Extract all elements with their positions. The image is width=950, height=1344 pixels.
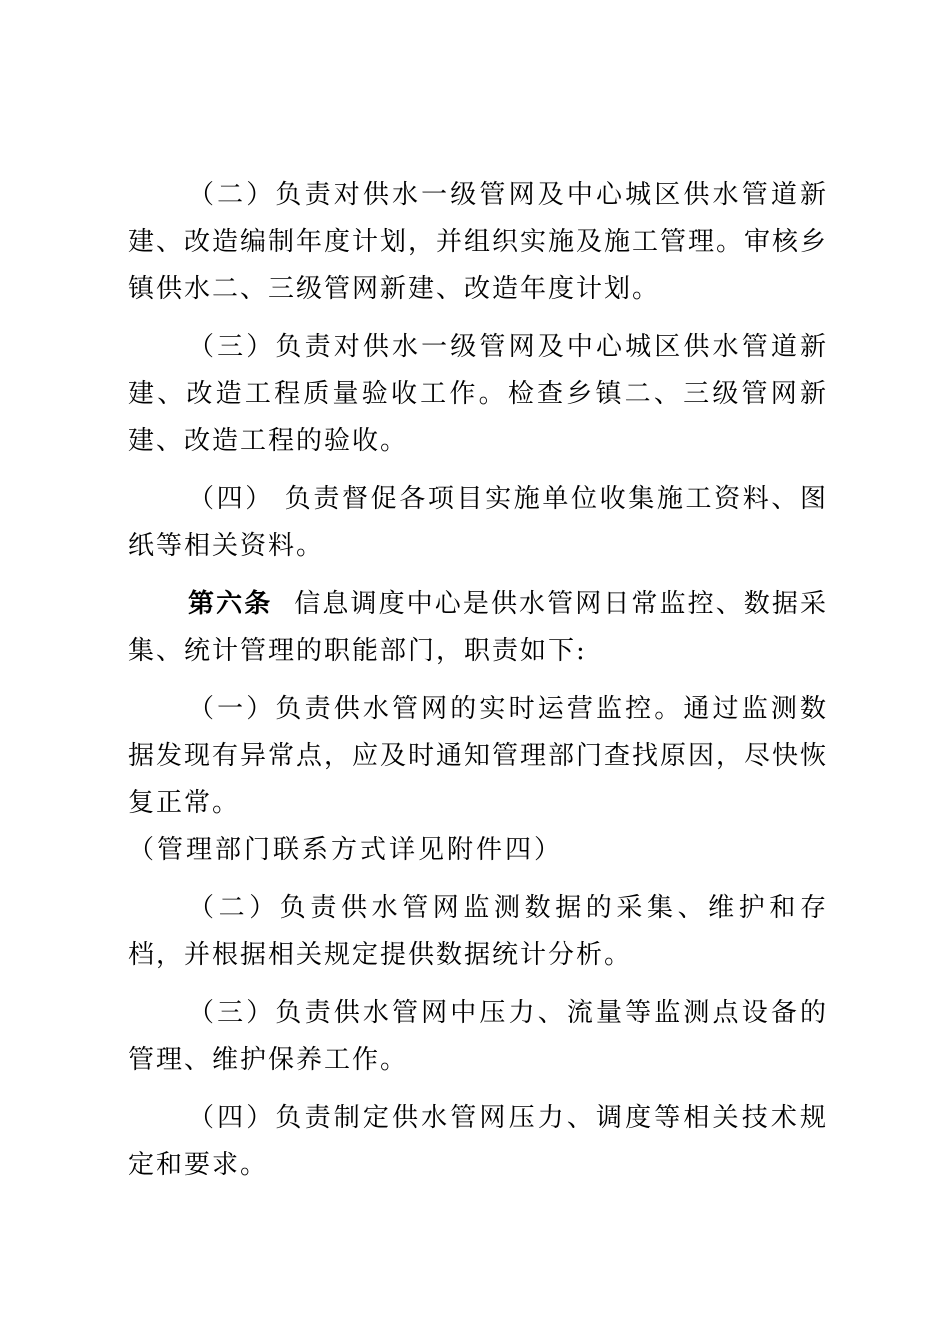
paragraph-item-2: （二）负责对供水一级管网及中心城区供水管道新建、改造编制年度计划，并组织实施及施工管理。审核乡镇供水二、三级管网新建、改造年度计划。 — [128, 180, 829, 304]
info-center-item-4: （四）负责制定供水管网压力、调度等相关技术规定和要求。 — [128, 1103, 828, 1180]
info-center-item-2: （二）负责供水管网监测数据的采集、维护和存档，并根据相关规定提供数据统计分析。 — [128, 893, 828, 970]
info-center-item-3: （三）负责供水管网中压力、流量等监测点设备的管理、维护保养工作。 — [128, 998, 828, 1075]
document-body — [128, 172, 828, 1200]
paragraph-item-3: （三）负责对供水一级管网及中心城区供水管道新建、改造工程质量验收工作。检查乡镇二、三级管网新建、改造工程的验收。 — [128, 332, 828, 456]
info-center-item-1-text: （一）负责供水管网的实时运营监控。通过监测数据发现有异常点，应及时通知管理部门查找原因，尽快恢复正常。 — [128, 694, 829, 818]
article-six-paragraph — [128, 581, 828, 675]
paragraph-item-4: （四） 负责督促各项目实施单位收集施工资料、图纸等相关资料。 — [128, 484, 828, 561]
article-six-title: 第六条 — [188, 589, 273, 619]
info-center-item-1 — [128, 686, 828, 874]
article-six-text: 信息调度中心是供水管网日常监控、数据采集、统计管理的职能部门，职责如下: — [128, 589, 828, 666]
contact-note: （管理部门联系方式详见附件四） — [128, 835, 564, 865]
